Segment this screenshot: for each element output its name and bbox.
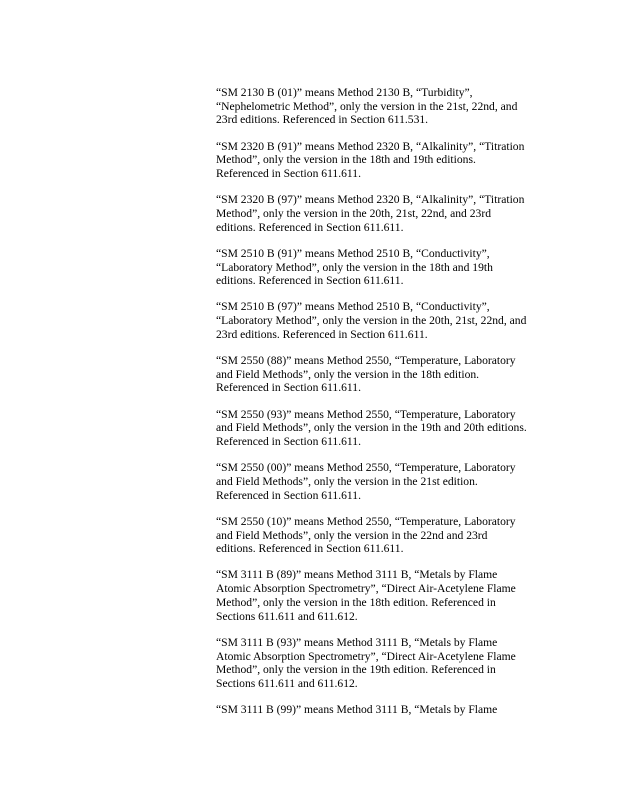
text-line: Sections 611.611 and 611.612. — [216, 609, 358, 623]
definition-paragraph — [216, 568, 548, 623]
text-line: Sections 611.611 and 611.612. — [216, 676, 358, 690]
text-line: Method”, only the version in the 18th edition. Referenced in — [216, 595, 496, 609]
text-line: “SM 2550 (88)” means Method 2550, “Temperature, Laboratory — [216, 354, 516, 368]
text-line: “SM 2510 B (91)” means Method 2510 B, “Conductivity”, — [216, 246, 490, 260]
definition-paragraph — [216, 408, 548, 449]
text-line: Referenced in Section 611.611. — [216, 435, 361, 449]
text-line: 23rd editions. Referenced in Section 611.611. — [216, 327, 428, 341]
text-line: Method”, only the version in the 20th, 21st, 22nd, and 23rd — [216, 206, 491, 220]
definition-paragraph — [216, 461, 548, 502]
text-line: “SM 2550 (93)” means Method 2550, “Temperature, Laboratory — [216, 407, 516, 421]
text-line: Atomic Absorption Spectrometry”, “Direct Air-Acetylene Flame — [216, 649, 516, 663]
definition-paragraph — [216, 703, 548, 717]
text-line: Method”, only the version in the 19th edition. Referenced in — [216, 663, 496, 677]
text-line: editions. Referenced in Section 611.611. — [216, 542, 404, 556]
text-line: Referenced in Section 611.611. — [216, 381, 361, 395]
text-line: “SM 2130 B (01)” means Method 2130 B, “Turbidity”, — [216, 86, 473, 99]
text-line: “Nephelometric Method”, only the version in the 21st, 22nd, and — [216, 99, 518, 113]
definition-paragraph — [216, 247, 548, 288]
text-line: “SM 2510 B (97)” means Method 2510 B, “Conductivity”, — [216, 300, 490, 314]
text-line: and Field Methods”, only the version in the 18th edition. — [216, 367, 480, 381]
text-line: “SM 2550 (10)” means Method 2550, “Temperature, Laboratory — [216, 514, 516, 528]
definition-paragraph — [216, 86, 548, 127]
text-column — [216, 86, 548, 729]
text-line: “SM 3111 B (89)” means Method 3111 B, “Metals by Flame — [216, 568, 498, 582]
definition-paragraph — [216, 636, 548, 691]
definition-paragraph — [216, 515, 548, 556]
text-line: “SM 2320 B (91)” means Method 2320 B, “Alkalinity”, “Titration — [216, 139, 525, 153]
definition-paragraph — [216, 140, 548, 181]
text-line: Method”, only the version in the 18th and 19th editions. — [216, 153, 476, 167]
text-line: and Field Methods”, only the version in the 22nd and 23rd — [216, 528, 488, 542]
text-line: “SM 3111 B (99)” means Method 3111 B, “Metals by Flame — [216, 703, 498, 717]
text-line: Referenced in Section 611.611. — [216, 488, 361, 502]
text-line: and Field Methods”, only the version in the 21st edition. — [216, 474, 478, 488]
text-line: “Laboratory Method”, only the version in the 20th, 21st, 22nd, and — [216, 314, 527, 328]
text-line: editions. Referenced in Section 611.611. — [216, 274, 404, 288]
text-line: “SM 2550 (00)” means Method 2550, “Temperature, Laboratory — [216, 461, 516, 475]
text-line: editions. Referenced in Section 611.611. — [216, 220, 404, 234]
definition-paragraph — [216, 193, 548, 234]
text-line: 23rd editions. Referenced in Section 611.531. — [216, 113, 429, 127]
text-line: “Laboratory Method”, only the version in the 18th and 19th — [216, 260, 493, 274]
text-line: and Field Methods”, only the version in the 19th and 20th editions. — [216, 421, 527, 435]
definition-paragraph — [216, 300, 548, 341]
text-line: “SM 3111 B (93)” means Method 3111 B, “Metals by Flame — [216, 635, 498, 649]
text-line: Referenced in Section 611.611. — [216, 167, 361, 181]
definition-paragraph — [216, 354, 548, 395]
text-line: “SM 2320 B (97)” means Method 2320 B, “Alkalinity”, “Titration — [216, 193, 525, 207]
text-line: Atomic Absorption Spectrometry”, “Direct Air-Acetylene Flame — [216, 582, 516, 596]
